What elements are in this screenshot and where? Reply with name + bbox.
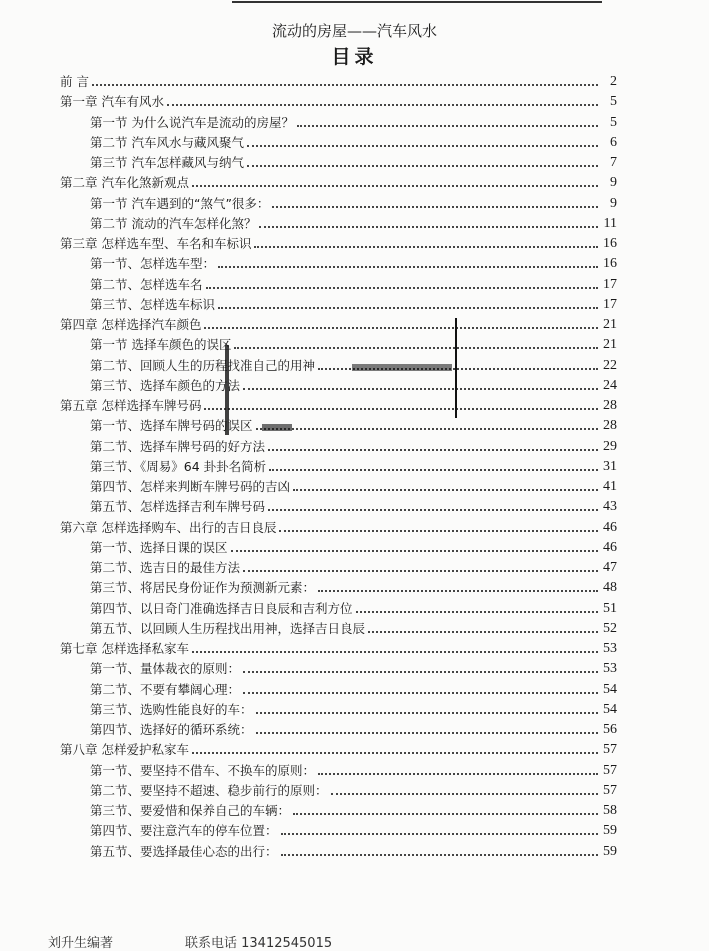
toc-page-number: 59 xyxy=(603,843,617,859)
toc-page-number: 56 xyxy=(603,722,617,737)
toc-entry[interactable] xyxy=(90,212,617,232)
toc-entry-label: 第七章 怎样选择私家车 xyxy=(60,641,189,656)
dot-leader xyxy=(269,469,598,471)
toc-entry-label: 第八章 怎样爱护私家车 xyxy=(60,742,189,758)
toc-entry[interactable] xyxy=(60,90,617,110)
dot-leader xyxy=(204,327,598,329)
toc-entry-label: 第二节、不要有攀阔心理： xyxy=(90,681,241,697)
dot-leader xyxy=(204,408,598,410)
toc-page-number: 28 xyxy=(603,418,617,434)
toc-page-number: 17 xyxy=(603,276,617,292)
toc-page-number: 43 xyxy=(603,499,617,515)
toc-page-number: 16 xyxy=(603,236,617,251)
toc-entry[interactable] xyxy=(90,151,617,171)
toc-entry-label: 第一节、选择日课的误区 xyxy=(90,539,228,555)
toc-page-number: 59 xyxy=(603,823,617,839)
toc-entry-label: 第一节、选择车牌号码的误区 xyxy=(90,418,253,434)
dot-leader xyxy=(192,651,598,653)
toc-entry-label: 第四章 怎样选择汽车颜色 xyxy=(60,317,202,332)
toc-entry[interactable] xyxy=(90,131,617,151)
toc-entry-label: 第二节、回顾人生的历程找准自己的用神 xyxy=(90,357,316,373)
toc-page-number: 21 xyxy=(603,337,617,353)
toc-entry[interactable] xyxy=(60,232,617,252)
toc-page-number: 57 xyxy=(603,762,617,778)
toc-entry-label: 第五节、怎样选择吉利车牌号码 xyxy=(90,499,266,515)
toc-entry-label: 第二节、怎样选车名 xyxy=(90,276,203,292)
toc-page-number: 9 xyxy=(610,175,617,191)
dot-leader xyxy=(218,266,598,268)
scan-smudge xyxy=(262,424,292,431)
dot-leader xyxy=(192,752,598,754)
toc-entry-label: 第三节 汽车怎样藏风与纳气 xyxy=(90,155,244,170)
toc-entry-label: 第二节 汽车风水与藏风聚气 xyxy=(90,134,244,150)
toc-entry-label: 第二节、要坚持不超速、稳步前行的原则： xyxy=(90,782,328,798)
toc-entry[interactable] xyxy=(90,576,617,596)
dot-leader xyxy=(243,388,598,390)
toc-entry-label: 第一节 选择车颜色的误区 xyxy=(90,337,232,353)
toc-page-number: 54 xyxy=(603,681,617,697)
toc-entry-label: 第六章 怎样选择购车、出行的吉日良辰 xyxy=(60,519,277,535)
toc-entry-label: 第二章 汽车化煞新观点 xyxy=(60,175,189,191)
toc-page-number: 46 xyxy=(603,539,617,555)
toc-entry[interactable] xyxy=(90,536,617,556)
toc-entry-label: 第三节、要爱惜和保养自己的车辆： xyxy=(90,803,291,818)
toc-entry-label: 第五节、以回顾人生历程找出用神，选择吉日良辰 xyxy=(90,620,366,636)
toc-page-number: 29 xyxy=(603,438,617,454)
toc-entry[interactable] xyxy=(90,779,617,799)
toc-entry[interactable] xyxy=(90,759,617,779)
dot-leader xyxy=(368,631,598,633)
toc-entry[interactable] xyxy=(90,678,617,698)
dot-leader xyxy=(234,347,598,349)
footer-author: 刘升生编著 xyxy=(48,936,114,951)
toc-page-number: 24 xyxy=(603,377,617,393)
dot-leader xyxy=(243,692,598,694)
dot-leader xyxy=(247,165,598,167)
toc-entry[interactable] xyxy=(90,495,617,515)
toc-entry-label: 第四节、选择好的循环系统： xyxy=(90,722,253,737)
toc-entry[interactable] xyxy=(90,111,617,131)
toc-entry-label: 第二节 流动的汽车怎样化煞？ xyxy=(90,215,257,231)
toc-page-number: 57 xyxy=(603,782,617,798)
toc-entry[interactable] xyxy=(90,333,617,353)
toc-entry-label: 第三章 怎样选车型、车名和车标识 xyxy=(60,236,252,251)
toc-page-number: 2 xyxy=(610,74,617,89)
toc-page-number: 6 xyxy=(610,134,617,150)
toc-page-number: 16 xyxy=(603,256,617,272)
top-rule xyxy=(232,1,602,3)
toc-entry[interactable] xyxy=(90,252,617,272)
dot-leader xyxy=(243,671,598,673)
dot-leader xyxy=(231,550,598,552)
toc-entry-label: 第一章 汽车有风水 xyxy=(60,94,164,110)
toc-entry-label: 第一节 为什么说汽车是流动的房屋？ xyxy=(90,114,294,130)
dot-leader xyxy=(92,84,598,86)
toc-page-number: 53 xyxy=(603,661,617,677)
dot-leader xyxy=(256,732,598,734)
toc-heading: 目录 xyxy=(331,46,378,68)
toc-entry[interactable] xyxy=(60,313,617,333)
toc-entry-label: 第三节、选购性能良好的车： xyxy=(90,701,253,717)
toc-page-number: 53 xyxy=(603,641,617,656)
dot-leader xyxy=(259,226,598,228)
toc-entry[interactable] xyxy=(90,597,617,617)
dot-leader xyxy=(318,773,598,775)
toc-entry[interactable] xyxy=(90,819,617,839)
dot-leader xyxy=(192,185,598,187)
footer-contact: 联系电话 13412545015 xyxy=(185,936,333,951)
dot-leader xyxy=(167,104,598,106)
dot-leader xyxy=(268,449,598,451)
toc-entry-label: 第二节、选择车牌号码的好方法 xyxy=(90,438,266,454)
toc-entry-label: 第五节、要选择最佳心态的出行： xyxy=(90,843,278,859)
dot-leader xyxy=(268,509,598,511)
toc-entry[interactable] xyxy=(90,374,617,394)
toc-page-number: 41 xyxy=(603,479,617,494)
toc-page-number: 54 xyxy=(603,701,617,717)
dot-leader xyxy=(279,530,598,532)
dot-leader xyxy=(256,428,598,430)
scan-smudge xyxy=(455,318,457,418)
dot-leader xyxy=(206,287,598,289)
toc-entry[interactable] xyxy=(60,70,617,90)
toc-page-number: 48 xyxy=(603,580,617,596)
dot-leader xyxy=(293,489,598,491)
toc-page-number: 22 xyxy=(603,357,617,373)
toc-page-number: 31 xyxy=(603,458,617,474)
toc-page-number: 52 xyxy=(603,620,617,636)
toc-entry-label: 第四节、要注意汽车的停车位置： xyxy=(90,823,278,839)
dot-leader xyxy=(218,307,598,309)
toc-entry[interactable] xyxy=(90,293,617,313)
dot-leader xyxy=(318,590,598,592)
toc-entry[interactable] xyxy=(60,637,617,657)
toc-page-number: 5 xyxy=(610,114,617,130)
toc-entry-label: 第四节、以日奇门准确选择吉日良辰和吉利方位 xyxy=(90,600,353,616)
toc-entry[interactable] xyxy=(90,718,617,738)
toc-entry-label: 第二节、选吉日的最佳方法 xyxy=(90,560,241,575)
document-title: 流动的房屋——汽车风水 xyxy=(271,22,437,40)
toc-entry[interactable] xyxy=(90,455,617,475)
toc-entry[interactable] xyxy=(90,273,617,293)
dot-leader xyxy=(356,611,598,613)
toc-page-number: 7 xyxy=(610,155,617,170)
toc-page-number: 28 xyxy=(603,398,617,413)
toc-page-number: 5 xyxy=(610,94,617,110)
toc-entry-label: 第一节、量体裁衣的原则： xyxy=(90,661,241,677)
toc-entry-label: 第三节、将居民身份证作为预测新元素： xyxy=(90,580,316,596)
toc-entry-label: 第一节、怎样选车型： xyxy=(90,256,216,272)
toc-page-number: 57 xyxy=(603,742,617,758)
toc-entry[interactable] xyxy=(60,738,617,758)
toc-entry-label: 第三节、《周易》64 卦卦名简析 xyxy=(90,458,267,474)
toc-page-number: 11 xyxy=(603,215,617,231)
toc-entry[interactable] xyxy=(60,516,617,536)
toc-entry-label: 第一节 汽车遇到的“煞气”很多： xyxy=(90,195,270,211)
dot-leader xyxy=(243,570,598,572)
toc-entry[interactable] xyxy=(90,192,617,212)
dot-leader xyxy=(281,854,598,856)
dot-leader xyxy=(297,125,598,127)
dot-leader xyxy=(254,246,598,248)
toc-page-number: 58 xyxy=(603,803,617,818)
toc-entry[interactable] xyxy=(90,435,617,455)
dot-leader xyxy=(272,206,598,208)
toc-entry[interactable] xyxy=(60,171,617,191)
toc-entry[interactable] xyxy=(90,556,617,576)
toc-page-number: 21 xyxy=(603,317,617,332)
toc-entry-label: 第五章 怎样选择车牌号码 xyxy=(60,398,202,413)
toc-page-number: 47 xyxy=(603,560,617,575)
toc-entry-label: 第三节、怎样选车标识 xyxy=(90,296,216,312)
toc-entry[interactable] xyxy=(90,414,617,434)
toc-page-number: 46 xyxy=(603,519,617,535)
scan-smudge xyxy=(352,364,452,371)
toc-entry-label: 前 言 xyxy=(60,74,89,89)
toc-entry[interactable] xyxy=(90,840,617,860)
dot-leader xyxy=(256,712,598,714)
dot-leader xyxy=(293,813,598,815)
dot-leader xyxy=(247,145,598,147)
toc-page-number: 17 xyxy=(603,296,617,312)
toc-page-number: 51 xyxy=(603,600,617,616)
toc-entry[interactable] xyxy=(90,475,617,495)
toc-entry[interactable] xyxy=(90,657,617,677)
dot-leader xyxy=(331,793,598,795)
toc-page-number: 9 xyxy=(610,195,617,211)
toc-entry[interactable] xyxy=(60,394,617,414)
dot-leader xyxy=(281,833,598,835)
toc-entry-label: 第四节、怎样来判断车牌号码的吉凶 xyxy=(90,479,291,494)
toc-entry-label: 第三节、选择车颜色的方法 xyxy=(90,377,241,393)
toc-entry-label: 第一节、要坚持不借车、不换车的原则： xyxy=(90,762,316,778)
toc-entry[interactable] xyxy=(90,617,617,637)
toc-entry[interactable] xyxy=(90,799,617,819)
toc-entry[interactable] xyxy=(90,698,617,718)
